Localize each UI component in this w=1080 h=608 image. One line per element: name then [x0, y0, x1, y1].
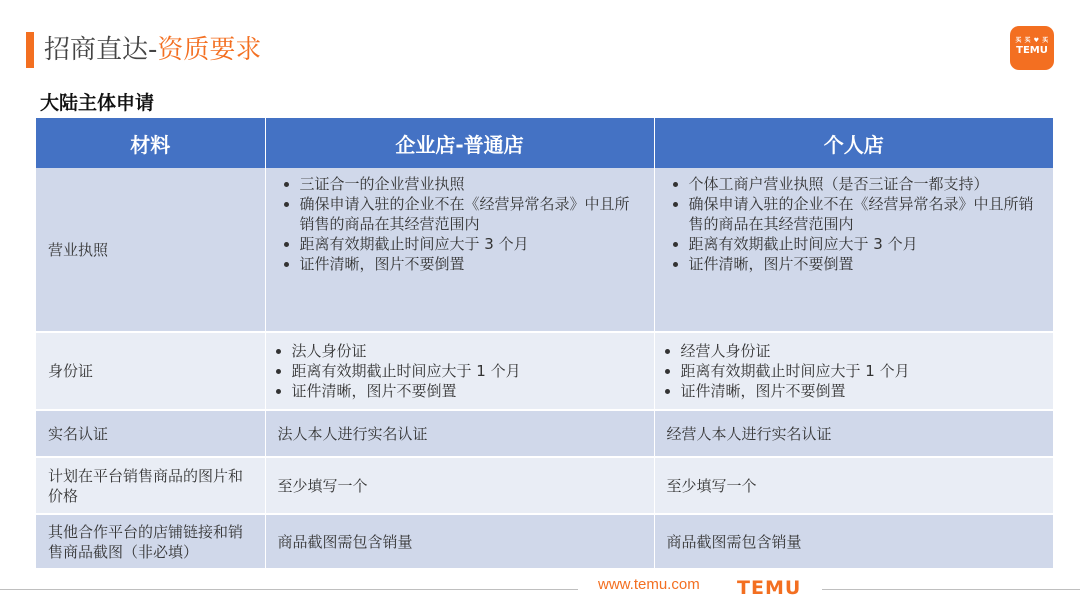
table-row — [36, 457, 1053, 514]
enterprise-cell: 至少填写一个 — [265, 457, 654, 514]
list-item: • 证件清晰，图片不要倒置 — [689, 254, 1042, 274]
requirements-table — [36, 118, 1053, 570]
page-title — [44, 30, 261, 70]
table-row — [36, 332, 1053, 410]
section-title: 大陆主体申请 — [40, 92, 155, 114]
header-enterprise: 企业店-普通店 — [265, 118, 654, 168]
footer-divider-right — [822, 589, 1080, 590]
list-item: • 确保申请入驻的企业不在《经营异常名录》中且所销售的商品在其经营范围内 — [300, 194, 642, 234]
personal-list — [667, 341, 1042, 401]
enterprise-list — [278, 341, 642, 401]
temu-logo-word: TEMU — [1016, 45, 1048, 56]
title-accent-bar — [26, 32, 34, 68]
footer-divider-left — [0, 589, 578, 590]
list-item: • 经营人身份证 — [681, 341, 1042, 361]
personal-cell — [654, 332, 1053, 410]
material-cell: 营业执照 — [36, 168, 265, 332]
list-item: • 距离有效期截止时间应大于 1 个月 — [681, 361, 1042, 381]
title-highlight: 资质要求 — [157, 35, 262, 65]
personal-list — [667, 174, 1042, 274]
list-item: • 距离有效期截止时间应大于 3 个月 — [689, 234, 1042, 254]
footer-temu-logo: TEMU — [737, 577, 802, 599]
table-row — [36, 168, 1053, 332]
list-item: • 三证合一的企业营业执照 — [300, 174, 642, 194]
material-cell: 其他合作平台的店铺链接和销售商品截图（非必填） — [36, 514, 265, 569]
personal-cell — [654, 168, 1053, 332]
personal-cell: 至少填写一个 — [654, 457, 1053, 514]
list-item: • 证件清晰，图片不要倒置 — [292, 381, 642, 401]
personal-cell: 商品截图需包含销量 — [654, 514, 1053, 569]
table-row — [36, 410, 1053, 457]
enterprise-cell: 商品截图需包含销量 — [265, 514, 654, 569]
footer-url: www.temu.com — [598, 576, 700, 593]
enterprise-list — [278, 174, 642, 274]
material-cell: 计划在平台销售商品的图片和价格 — [36, 457, 265, 514]
header-personal: 个人店 — [654, 118, 1053, 168]
temu-logo-tagline: 买 买 ♥ 买 — [1015, 37, 1049, 44]
enterprise-cell: 法人本人进行实名认证 — [265, 410, 654, 457]
list-item: • 证件清晰，图片不要倒置 — [681, 381, 1042, 401]
header-material: 材料 — [36, 118, 265, 168]
list-item: • 个体工商户营业执照（是否三证合一都支持） — [689, 174, 1042, 194]
list-item: • 法人身份证 — [292, 341, 642, 361]
table-header-row — [36, 118, 1053, 168]
personal-cell: 经营人本人进行实名认证 — [654, 410, 1053, 457]
temu-logo — [1010, 26, 1054, 70]
enterprise-cell — [265, 168, 654, 332]
material-cell: 身份证 — [36, 332, 265, 410]
material-cell: 实名认证 — [36, 410, 265, 457]
enterprise-cell — [265, 332, 654, 410]
table-row — [36, 514, 1053, 569]
list-item: • 距离有效期截止时间应大于 1 个月 — [292, 361, 642, 381]
list-item: • 证件清晰，图片不要倒置 — [300, 254, 642, 274]
list-item: • 确保申请入驻的企业不在《经营异常名录》中且所销售的商品在其经营范围内 — [689, 194, 1042, 234]
title-prefix: 招商直达- — [44, 35, 158, 65]
list-item: • 距离有效期截止时间应大于 3 个月 — [300, 234, 642, 254]
